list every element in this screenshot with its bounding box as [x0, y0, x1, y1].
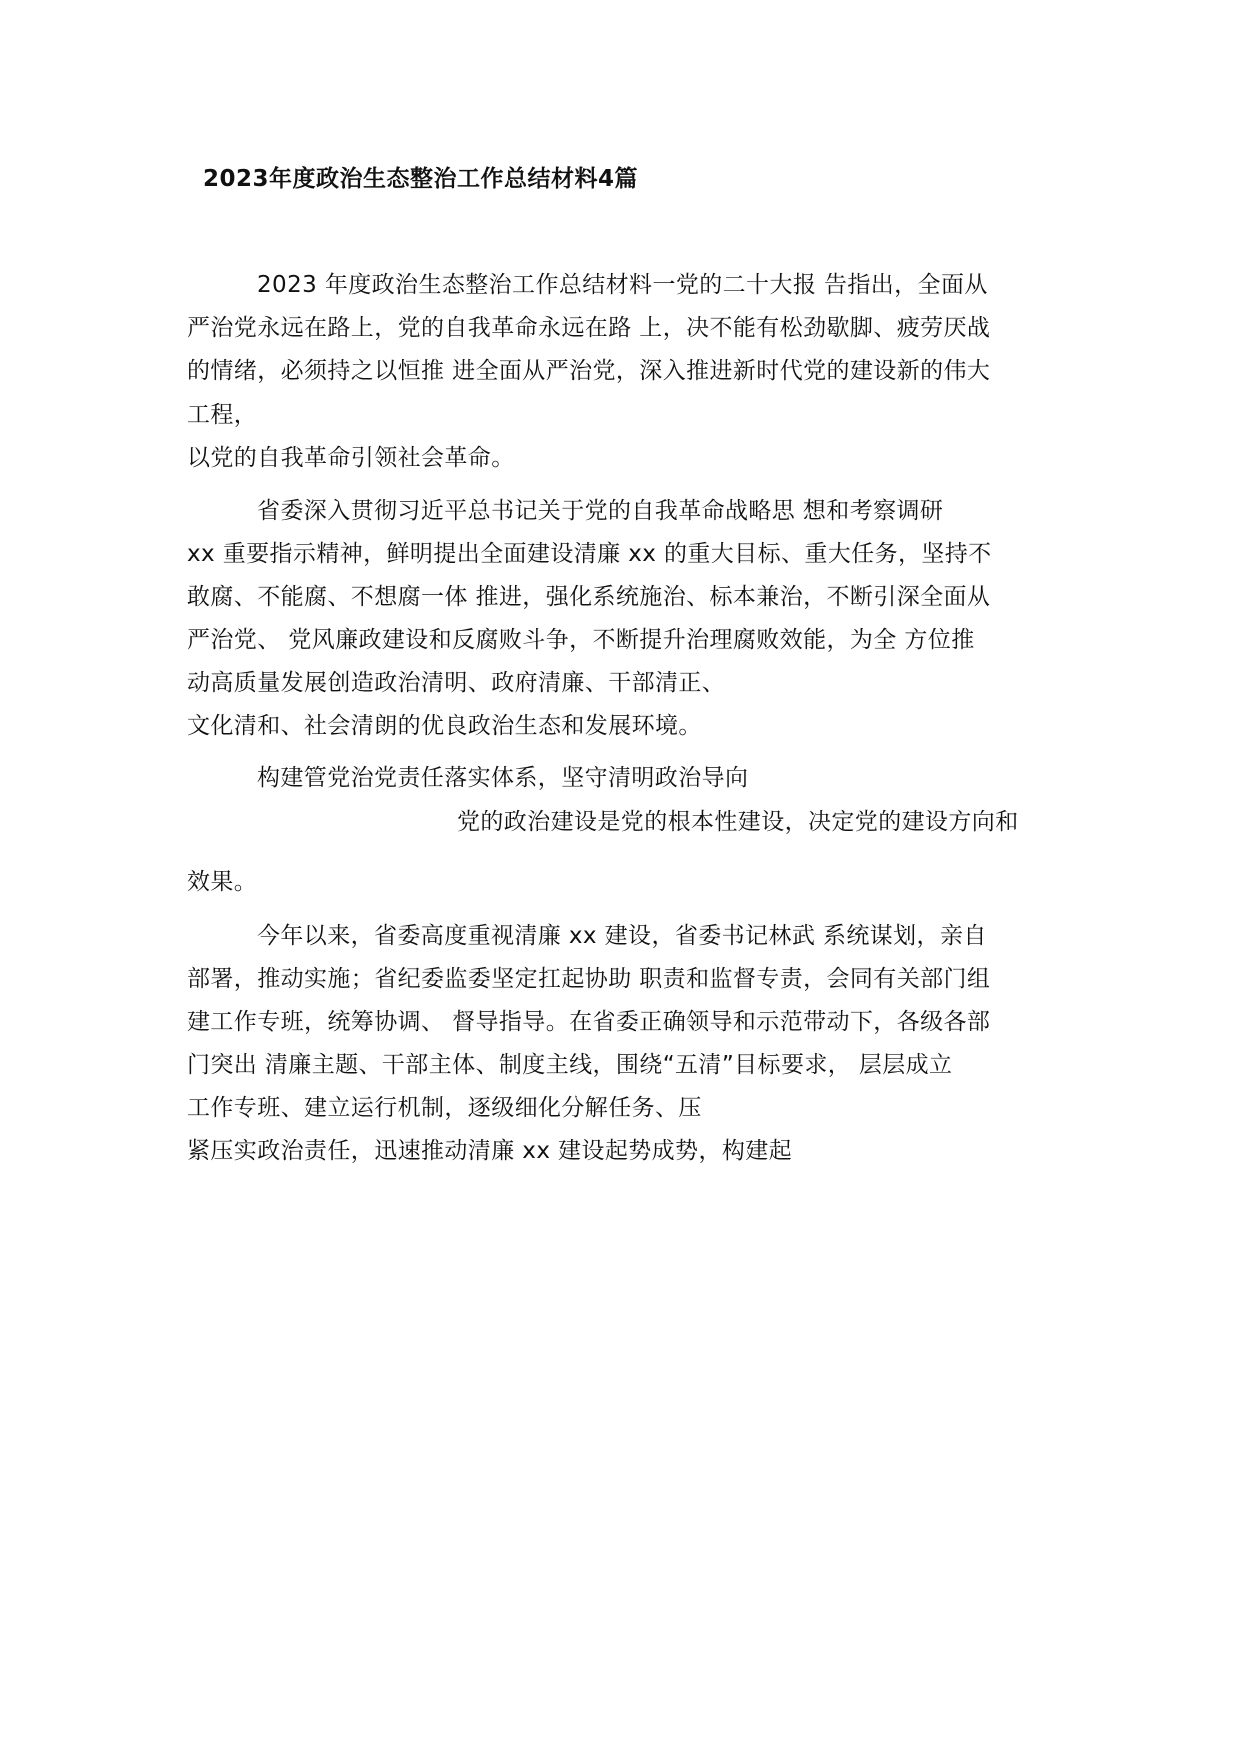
text-line: 效果。: [187, 869, 258, 895]
section-heading: 构建管党治党责任落实体系，坚守清明政治导向: [257, 765, 749, 791]
text-line: 严治党永远在路上，党的自我革命永远在路 上，决不能有松劲歇脚、疲劳厌战: [187, 315, 991, 341]
text-line: 的情绪，必须持之以恒推 进全面从严治党，深入推进新时代党的建设新的伟大: [187, 358, 991, 384]
text-line: 动高质量发展创造政治清明、政府清廉、干部清正、: [187, 670, 726, 696]
text-line: xx 重要指示精神，鲜明提出全面建设清廉 xx 的重大目标、重大任务，坚持不: [187, 541, 992, 567]
text-line: 敢腐、不能腐、不想腐一体 推进，强化系统施治、标本兼治，不断引深全面从: [187, 584, 991, 610]
text-line: 严治党、 党风廉政建设和反腐败斗争，不断提升治理腐败效能，为全 方位推: [187, 627, 975, 653]
text-line: 2023 年度政治生态整治工作总结材料一党的二十大报 告指出，全面从: [257, 272, 988, 298]
text-line: 工程，: [187, 402, 258, 428]
text-line: 文化清和、社会清朗的优良政治生态和发展环境。: [187, 713, 702, 739]
text-line: 工作专班、建立运行机制，逐级细化分解任务、压: [187, 1095, 702, 1121]
text-line: 党的政治建设是党的根本性建设，决定党的建设方向和: [457, 809, 1019, 835]
text-line: 省委深入贯彻习近平总书记关于党的自我革命战略思 想和考察调研: [257, 498, 944, 524]
text-line: 门突出 清廉主题、干部主体、制度主线，围绕“五清”目标要求， 层层成立: [187, 1052, 953, 1078]
document-title: 2023年度政治生态整治工作总结材料4篇: [203, 166, 639, 192]
text-line: 紧压实政治责任，迅速推动清廉 xx 建设起势成势，构建起: [187, 1138, 793, 1164]
text-line: 建工作专班，统筹协调、 督导指导。在省委正确领导和示范带动下，各级各部: [187, 1009, 991, 1035]
text-line: 今年以来，省委高度重视清廉 xx 建设，省委书记林武 系统谋划，亲自: [257, 923, 987, 949]
text-line: 部署，推动实施；省纪委监委坚定扛起协助 职责和监督专责，会同有关部门组: [187, 966, 991, 992]
text-line: 以党的自我革命引领社会革命。: [187, 445, 515, 471]
